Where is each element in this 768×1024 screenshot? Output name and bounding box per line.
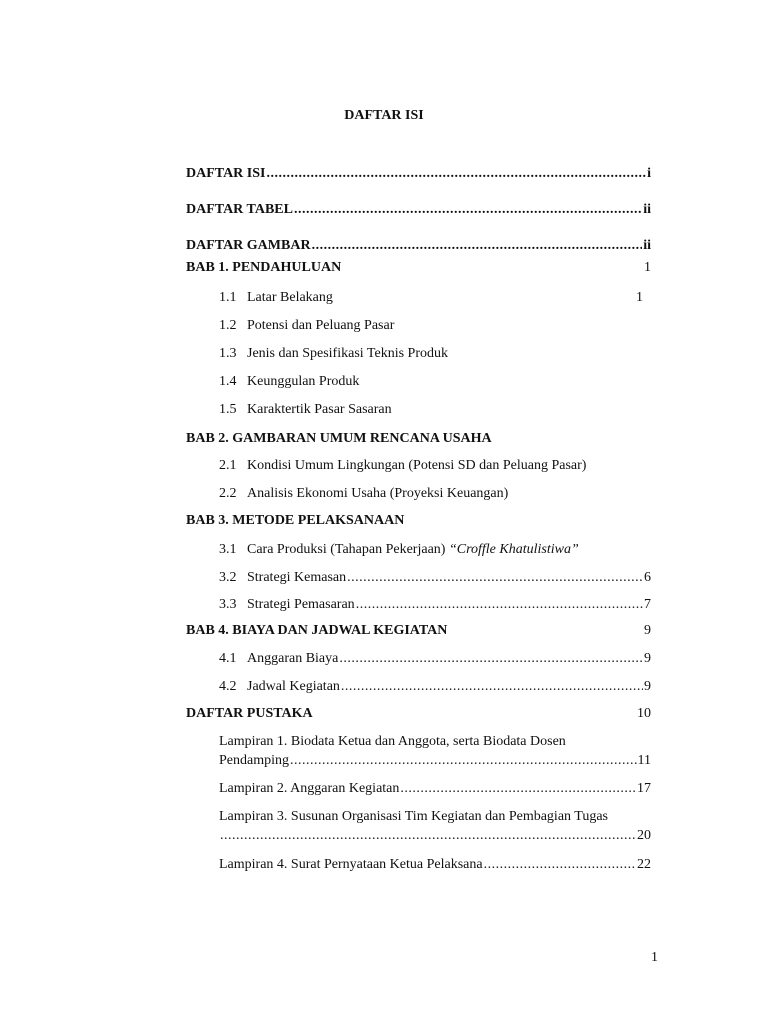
- toc-label-italic: “Croffle Khatulistiwa”: [448, 542, 579, 557]
- toc-section-number: 1.1: [219, 290, 237, 305]
- toc-page-number: ii: [643, 202, 651, 217]
- toc-leader-dots: [484, 856, 636, 874]
- toc-label: Strategi Kemasan: [247, 570, 347, 585]
- toc-section-number: 3.3: [219, 597, 237, 612]
- toc-entry-bab-2[interactable]: [186, 430, 651, 448]
- toc-section-number: 3.1: [219, 542, 237, 557]
- toc-entry-3-2[interactable]: [219, 569, 651, 587]
- page-number: 1: [651, 950, 658, 965]
- toc-label: Anggaran Biaya: [247, 651, 339, 666]
- toc-label: DAFTAR PUSTAKA: [186, 706, 313, 721]
- toc-entry-daftar-gambar[interactable]: [186, 237, 651, 255]
- toc-leader-dots: [266, 165, 646, 183]
- toc-section-number: 2.1: [219, 458, 237, 473]
- toc-entry-lampiran-4[interactable]: [219, 856, 651, 874]
- toc-label: Karaktertik Pasar Sasaran: [247, 402, 392, 417]
- toc-page-number: 17: [637, 781, 651, 796]
- toc-leader-dots: [400, 780, 636, 798]
- toc-section-number: 1.3: [219, 346, 237, 361]
- toc-leader-dots: [347, 569, 643, 587]
- toc-page-number: 22: [637, 857, 651, 872]
- toc-label: BAB 1. PENDAHULUAN: [186, 260, 342, 275]
- toc-leader-dots: [294, 201, 642, 219]
- toc-entry-lampiran-2[interactable]: [219, 780, 651, 798]
- toc-entry-1-5[interactable]: [219, 401, 651, 419]
- toc-label: BAB 2. GAMBARAN UMUM RENCANA USAHA: [186, 431, 492, 446]
- toc-page-number: 20: [637, 828, 651, 843]
- toc-page-number: 7: [644, 597, 651, 612]
- toc-entry-bab-1[interactable]: [186, 259, 651, 277]
- toc-label: Lampiran 2. Anggaran Kegiatan: [219, 781, 400, 796]
- toc-label: BAB 3. METODE PELAKSANAAN: [186, 513, 405, 528]
- toc-section-number: 4.1: [219, 651, 237, 666]
- toc-label: BAB 4. BIAYA DAN JADWAL KEGIATAN: [186, 623, 448, 638]
- toc-label: Strategi Pemasaran: [247, 597, 355, 612]
- toc-label: Lampiran 4. Surat Pernyataan Ketua Pelaksana: [219, 857, 483, 872]
- toc-entry-2-1[interactable]: [219, 457, 651, 475]
- toc-section-number: 4.2: [219, 679, 237, 694]
- toc-entry-lampiran-1-cont[interactable]: [219, 752, 651, 770]
- toc-page-number: 1: [644, 260, 651, 275]
- toc-entry-daftar-tabel[interactable]: [186, 201, 651, 219]
- toc-label: DAFTAR TABEL: [186, 202, 293, 217]
- toc-leader-dots: [220, 827, 636, 845]
- toc-entry-bab-3[interactable]: [186, 512, 651, 530]
- toc-entry-lampiran-1[interactable]: [219, 733, 659, 751]
- toc-page-number: ii: [643, 238, 651, 253]
- toc-label: Potensi dan Peluang Pasar: [247, 318, 395, 333]
- toc-label-line2: Pendamping: [219, 753, 289, 768]
- toc-entry-1-2[interactable]: [219, 317, 651, 335]
- toc-section-number: 2.2: [219, 486, 237, 501]
- toc-label: Jadwal Kegiatan: [247, 679, 340, 694]
- toc-page-number: i: [647, 166, 651, 181]
- toc-entry-bab-4[interactable]: [186, 622, 651, 640]
- toc-page-number: 6: [644, 570, 651, 585]
- toc-leader-dots: [290, 752, 637, 770]
- toc-page-number: 9: [644, 623, 651, 638]
- toc-entry-lampiran-3[interactable]: [219, 808, 659, 826]
- toc-entry-2-2[interactable]: [219, 485, 651, 503]
- toc-leader-dots: [341, 678, 643, 696]
- toc-label-line1: Lampiran 3. Susunan Organisasi Tim Kegiatan dan Pembagian Tugas: [219, 809, 608, 824]
- toc-label: DAFTAR GAMBAR: [186, 238, 311, 253]
- toc-section-number: 1.2: [219, 318, 237, 333]
- toc-label: Jenis dan Spesifikasi Teknis Produk: [247, 346, 448, 361]
- toc-entry-lampiran-3-cont[interactable]: [219, 827, 651, 845]
- toc-section-number: 1.5: [219, 402, 237, 417]
- toc-leader-dots: [339, 650, 643, 668]
- toc-entry-4-2[interactable]: [219, 678, 651, 696]
- toc-label: Keunggulan Produk: [247, 374, 360, 389]
- toc-entry-3-3[interactable]: [219, 596, 651, 614]
- toc-page-number: 1: [636, 290, 643, 305]
- toc-entry-1-4[interactable]: [219, 373, 651, 391]
- toc-entry-daftar-isi[interactable]: [186, 165, 651, 183]
- toc-entry-4-1[interactable]: [219, 650, 651, 668]
- toc-label: DAFTAR ISI: [186, 166, 266, 181]
- toc-section-number: 1.4: [219, 374, 237, 389]
- toc-leader-dots: [356, 596, 643, 614]
- toc-page-number: 9: [644, 679, 651, 694]
- toc-section-number: 3.2: [219, 570, 237, 585]
- toc-entry-1-1[interactable]: [219, 289, 643, 307]
- toc-label: Kondisi Umum Lingkungan (Potensi SD dan Peluang Pasar): [247, 458, 587, 473]
- toc-page-number: 10: [637, 706, 651, 721]
- toc-leader-dots: [312, 237, 643, 255]
- toc-label: Cara Produksi (Tahapan Pekerjaan): [247, 542, 446, 557]
- page-title: DAFTAR ISI: [344, 108, 424, 123]
- toc-label: Latar Belakang: [247, 290, 333, 305]
- toc-page-number: 9: [644, 651, 651, 666]
- toc-label-line1: Lampiran 1. Biodata Ketua dan Anggota, serta Biodata Dosen: [219, 734, 566, 749]
- toc-page-number: 11: [637, 753, 651, 768]
- toc-entry-3-1[interactable]: [219, 541, 651, 559]
- toc-label: Analisis Ekonomi Usaha (Proyeksi Keuangan): [247, 486, 509, 501]
- toc-entry-1-3[interactable]: [219, 345, 651, 363]
- toc-entry-daftar-pustaka[interactable]: [186, 705, 651, 723]
